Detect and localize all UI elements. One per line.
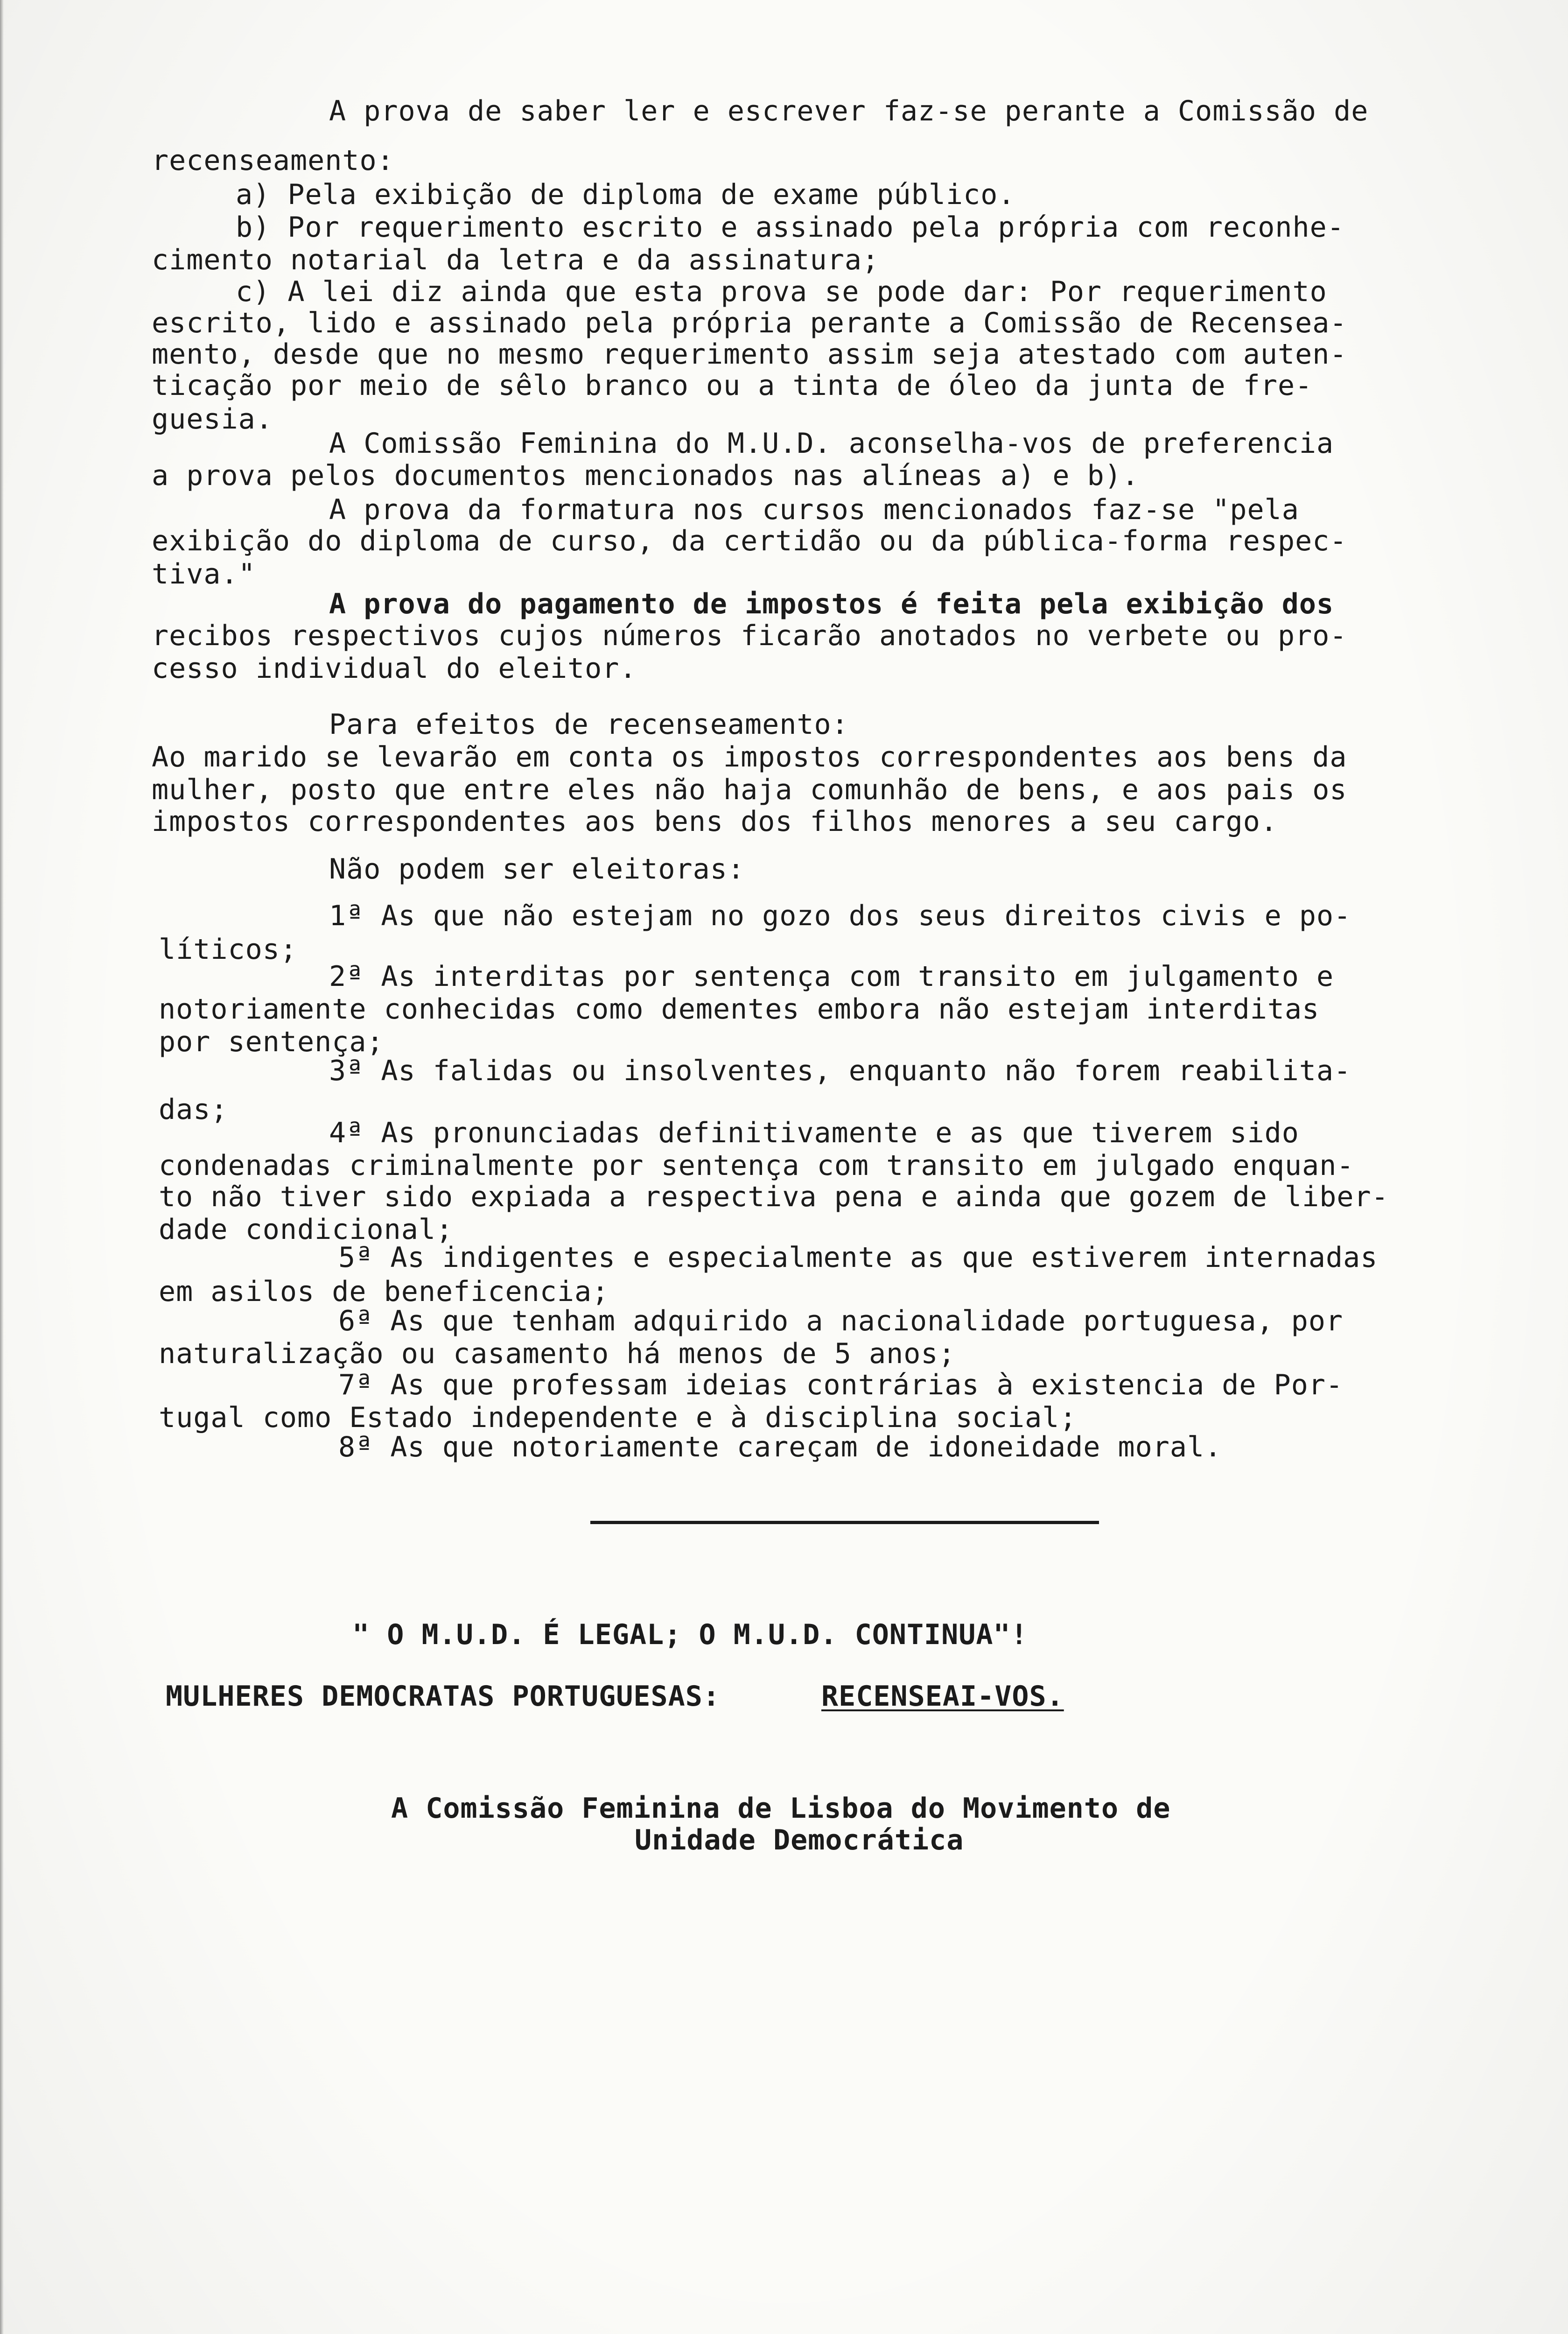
list-item-a: a) Pela exibição de diploma de exame público. xyxy=(236,178,1015,211)
paragraph-line: notoriamente conhecidas como dementes embora não estejam interditas xyxy=(159,993,1320,1026)
section-heading: Para efeitos de recenseamento: xyxy=(329,708,849,741)
paragraph-line: ticação por meio de sêlo branco ou a tinta de óleo da junta de fre- xyxy=(152,369,1313,402)
list-item-4: 4ª As pronunciadas definitivamente e as que tiverem sido xyxy=(329,1117,1299,1149)
paragraph-line: A prova do pagamento de impostos é feita pela exibição dos xyxy=(329,588,1334,620)
paragraph-line: recenseamento: xyxy=(152,144,394,177)
paragraph-line: impostos correspondentes aos bens dos filhos menores a seu cargo. xyxy=(152,805,1278,838)
list-item-2: 2ª As interditas por sentença com transito em julgamento e xyxy=(329,960,1334,993)
section-heading: Não podem ser eleitoras: xyxy=(329,853,745,886)
paragraph-line: cimento notarial da letra e da assinatura; xyxy=(152,244,880,276)
paragraph-line: exibição do diploma de curso, da certidão ou da pública-forma respec- xyxy=(152,525,1347,557)
paragraph-line: por sentença; xyxy=(159,1026,384,1058)
paragraph-line: condenadas criminalmente por sentença com transito em julgado enquan- xyxy=(159,1149,1354,1182)
paragraph-line: a prova pelos documentos mencionados nas alíneas a) e b). xyxy=(152,459,1140,492)
list-item-1: 1ª As que não estejam no gozo dos seus direitos civis e po- xyxy=(329,900,1351,932)
paragraph-line: tugal como Estado independente e à disciplina social; xyxy=(159,1401,1077,1434)
signature-line: A Comissão Feminina de Lisboa do Movimento de xyxy=(391,1792,1171,1825)
list-item-8: 8ª As que notoriamente careçam de idoneidade moral. xyxy=(338,1431,1222,1463)
list-item-6: 6ª As que tenham adquirido a nacionalidade portuguesa, por xyxy=(338,1305,1344,1337)
paragraph-line: líticos; xyxy=(159,933,297,966)
paragraph-line: A prova de saber ler e escrever faz-se perante a Comissão de xyxy=(329,95,1369,127)
list-item-7: 7ª As que professam ideias contrárias à existencia de Por- xyxy=(338,1369,1344,1401)
slogan: " O M.U.D. É LEGAL; O M.U.D. CONTINUA"! xyxy=(352,1618,1028,1651)
list-item-3: 3ª As falidas ou insolventes, enquanto não forem reabilita- xyxy=(329,1055,1351,1087)
paragraph-line: A Comissão Feminina do M.U.D. aconselha-vos de preferencia xyxy=(329,427,1334,460)
paragraph-line: A prova da formatura nos cursos mencionados faz-se "pela xyxy=(329,493,1299,526)
paragraph-line: dade condicional; xyxy=(159,1213,454,1246)
page-edge-shadow xyxy=(0,0,4,2334)
paragraph-line: cesso individual do eleitor. xyxy=(152,652,637,685)
paragraph-line: naturalização ou casamento há menos de 5 anos; xyxy=(159,1337,956,1370)
paragraph-line: to não tiver sido expiada a respectiva pena e ainda que gozem de liber- xyxy=(159,1181,1389,1213)
separator-rule xyxy=(590,1521,1099,1524)
list-item-5: 5ª As indigentes e especialmente as que estiverem internadas xyxy=(338,1241,1378,1274)
paragraph-line: Ao marido se levarão em conta os impostos correspondentes aos bens da xyxy=(152,741,1347,773)
paragraph-line: mento, desde que no mesmo requerimento assim seja atestado com auten- xyxy=(152,338,1347,371)
paragraph-line: em asilos de beneficencia; xyxy=(159,1275,609,1308)
signature-line: Unidade Democrática xyxy=(635,1824,964,1856)
appeal-action: RECENSEAI-VOS. xyxy=(821,1680,1064,1713)
list-item-c: c) A lei diz ainda que esta prova se pode dar: Por requerimento xyxy=(236,275,1327,308)
paragraph-line: mulher, posto que entre eles não haja comunhão de bens, e aos pais os xyxy=(152,773,1347,806)
paragraph-line: das; xyxy=(159,1093,228,1126)
paragraph-line: recibos respectivos cujos números ficarão anotados no verbete ou pro- xyxy=(152,619,1347,652)
paragraph-line: guesia. xyxy=(152,403,273,436)
paragraph-line: tiva." xyxy=(152,558,256,591)
paragraph-line: escrito, lido e assinado pela própria perante a Comissão de Recensea- xyxy=(152,307,1347,339)
appeal-prefix: MULHERES DEMOCRATAS PORTUGUESAS: xyxy=(166,1680,720,1713)
list-item-b: b) Por requerimento escrito e assinado pela própria com reconhe- xyxy=(236,211,1344,244)
